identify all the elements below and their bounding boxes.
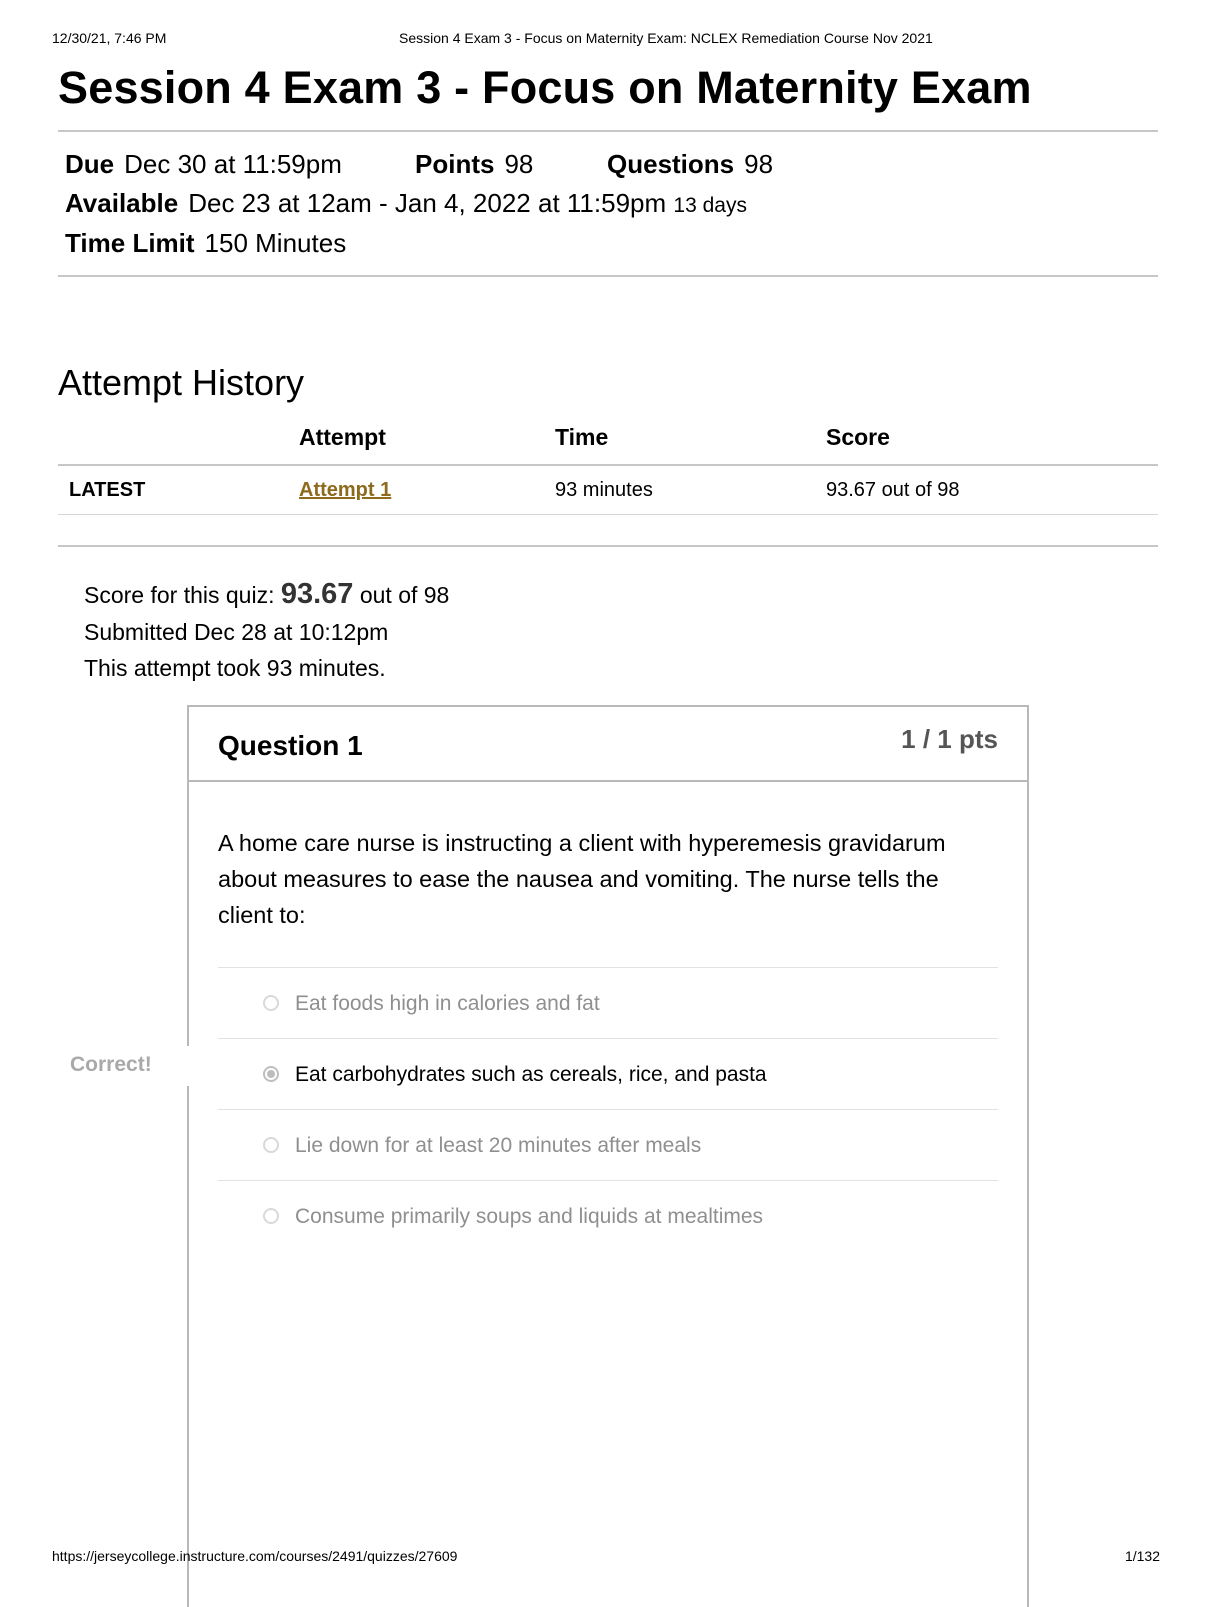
radio-button-selected[interactable] xyxy=(263,1066,279,1082)
flag-border-gap xyxy=(186,1046,192,1086)
available-value: Dec 23 at 12am - Jan 4, 2022 at 11:59pm xyxy=(188,188,667,218)
score-prefix: Score for this quiz: xyxy=(84,582,275,608)
table-header-row xyxy=(58,424,1158,465)
answer-label: Eat carbohydrates such as cereals, rice, and pasta xyxy=(295,1063,767,1086)
questions-label: Questions xyxy=(607,149,735,179)
score-value: 93.67 xyxy=(280,578,354,610)
question-text: A home care nurse is instructing a client with hyperemesis gravidarum about measures to ease the nausea and vomiting. The nurse tells the client to: xyxy=(218,830,946,928)
attempt-1-link[interactable]: Attempt 1 xyxy=(299,478,392,501)
print-date: 12/30/21, 7:46 PM xyxy=(52,30,167,46)
history-divider xyxy=(58,545,1158,547)
points-label: Points xyxy=(415,149,495,179)
question-card xyxy=(187,705,1029,1607)
print-url: https://jerseycollege.instructure.com/courses/2491/quizzes/27609 xyxy=(52,1548,458,1564)
time-limit-value: 150 Minutes xyxy=(204,228,347,258)
points-detail xyxy=(415,149,533,180)
attempt-history-table xyxy=(58,424,1158,515)
question-title: Question 1 xyxy=(218,730,363,761)
quiz-details-row-1 xyxy=(65,149,342,180)
details-divider xyxy=(58,275,1158,277)
column-header-time: Time xyxy=(555,424,826,465)
table-row xyxy=(58,465,1158,515)
latest-tag: LATEST xyxy=(58,465,299,515)
points-value: 98 xyxy=(504,149,534,179)
answer-label: Consume primarily soups and liquids at mealtimes xyxy=(295,1205,764,1228)
available-detail xyxy=(65,188,747,219)
radio-button[interactable] xyxy=(263,995,279,1011)
available-days: 13 days xyxy=(673,194,747,217)
question-points: 1 / 1 pts xyxy=(901,724,998,754)
attempt-score: 93.67 out of 98 xyxy=(826,465,1158,515)
column-header-score: Score xyxy=(826,424,1158,465)
print-document-title: Session 4 Exam 3 - Focus on Maternity Exam: NCLEX Remediation Course Nov 2021 xyxy=(399,30,933,46)
answer-label: Eat foods high in calories and fat xyxy=(295,992,600,1015)
questions-value: 98 xyxy=(744,149,774,179)
answer-option[interactable] xyxy=(218,1180,998,1251)
due-value: Dec 30 at 11:59pm xyxy=(124,149,342,179)
print-page-number: 1/132 xyxy=(1124,1548,1160,1564)
due-label: Due xyxy=(65,149,115,179)
time-limit-label: Time Limit xyxy=(65,228,195,258)
time-limit-detail xyxy=(65,228,346,259)
column-header-tag xyxy=(58,424,299,465)
print-header xyxy=(52,30,1172,50)
attempt-time: 93 minutes xyxy=(555,465,826,515)
correct-answer-flag: Correct! xyxy=(70,1053,152,1076)
radio-button[interactable] xyxy=(263,1208,279,1224)
attempt-duration: This attempt took 93 minutes. xyxy=(84,655,386,681)
answer-label: Lie down for at least 20 minutes after meals xyxy=(295,1134,702,1157)
questions-detail xyxy=(607,149,773,180)
score-suffix: out of 98 xyxy=(359,582,450,608)
answer-option-selected[interactable] xyxy=(218,1038,998,1109)
title-divider xyxy=(58,130,1158,132)
question-header xyxy=(189,707,1027,782)
available-label: Available xyxy=(65,188,179,218)
attempt-history-title: Attempt History xyxy=(58,362,305,403)
quiz-score xyxy=(84,578,449,611)
answer-option[interactable] xyxy=(218,967,998,1038)
page-title: Session 4 Exam 3 - Focus on Maternity Exam xyxy=(58,62,1032,113)
answer-option[interactable] xyxy=(218,1109,998,1180)
submitted-time: Submitted Dec 28 at 10:12pm xyxy=(84,619,389,645)
radio-button[interactable] xyxy=(263,1137,279,1153)
column-header-attempt: Attempt xyxy=(299,424,555,465)
